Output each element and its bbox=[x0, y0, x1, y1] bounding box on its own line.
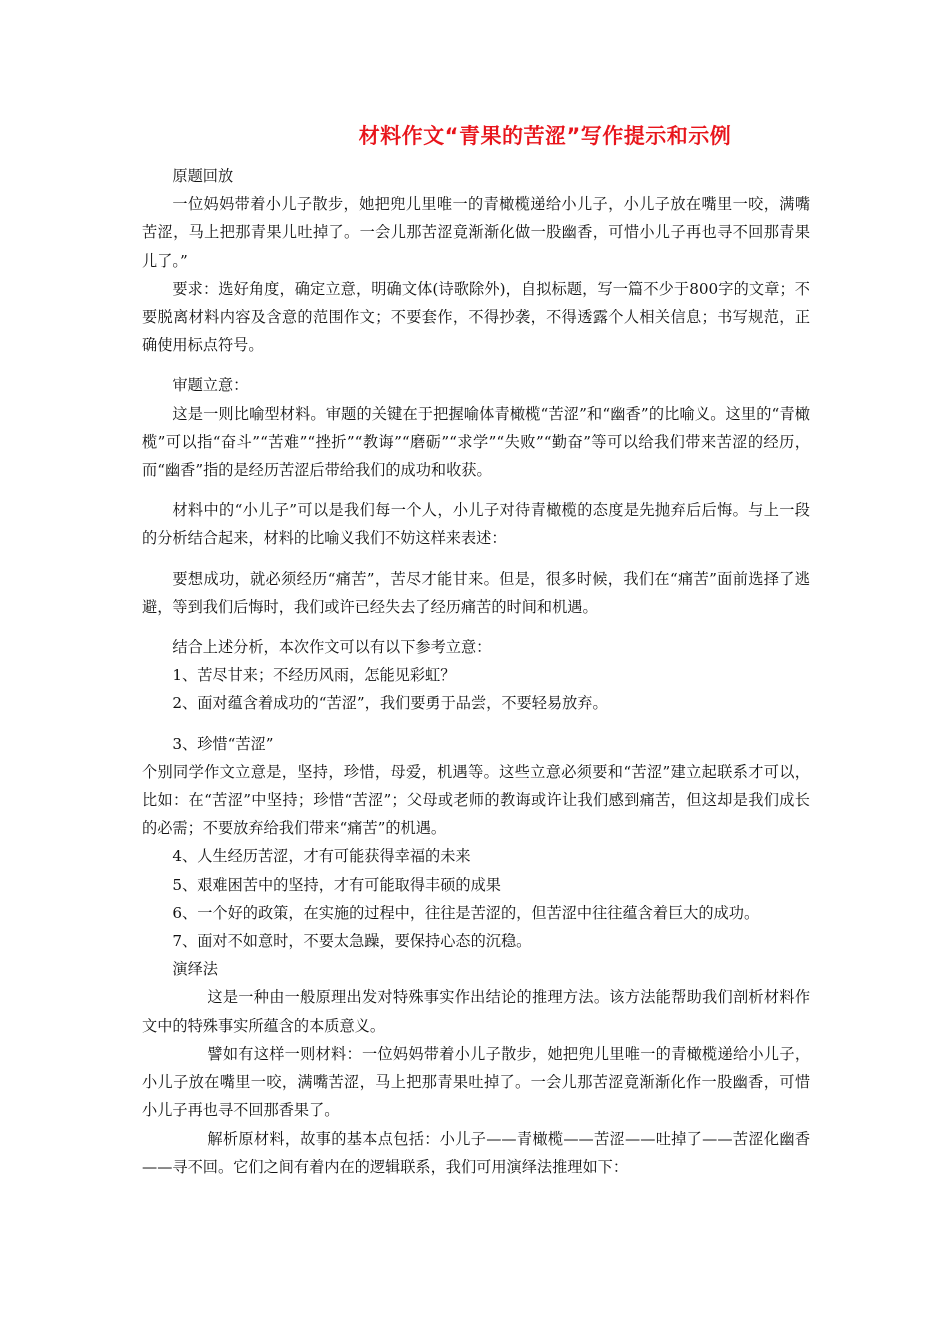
paragraph-deduction-example: 譬如有这样一则材料：一位妈妈带着小儿子散步，她把兜儿里唯一的青橄榄递给小儿子，小儿子放在嘴里一咬，满嘴苦涩，马上把那青果吐掉了。一会儿那苦涩竟渐渐化作一股幽香，可惜小儿子再也寻不回那香果了。 bbox=[142, 1044, 810, 1120]
paragraph-reference-intro: 结合上述分析，本次作文可以有以下参考立意： bbox=[172, 638, 492, 657]
list-item: 6、一个好的政策，在实施的过程中，往往是苦涩的，但苦涩中往往蕴含着巨大的成功。 bbox=[172, 903, 760, 922]
list-item: 4、人生经历苦涩，才有可能获得幸福的未来 bbox=[172, 847, 471, 866]
list-item: 1、苦尽甘来；不经历风雨，怎能见彩虹？ bbox=[172, 666, 456, 685]
paragraph-deduction-analysis: 解析原材料，故事的基本点包括：小儿子——青橄榄——苦涩——吐掉了——苦涩化幽香——寻不回。它们之间有着内在的逻辑联系，我们可用演绎法推理如下： bbox=[142, 1129, 810, 1176]
list-item: 2、面对蕴含着成功的“苦涩”，我们要勇于品尝，不要轻易放弃。 bbox=[172, 694, 608, 713]
paragraph-little-son: 材料中的“小儿子”可以是我们每一个人，小儿子对待青橄榄的态度是先抛弃后后悔。与上一段的分析结合起来，材料的比喻义我们不妨这样来表述： bbox=[142, 501, 810, 548]
list-item: 3、珍惜“苦涩” bbox=[172, 734, 274, 753]
paragraph-deduction-definition: 这是一种由一般原理出发对特殊事实作出结论的推理方法。该方法能帮助我们剖析材料作文中的特殊事实所蕴含的本质意义。 bbox=[142, 988, 810, 1035]
document-title: 材料作文“青果的苦涩”写作提示和示例 bbox=[358, 124, 732, 148]
paragraph-other-ideas: 个别同学作文立意是，坚持，珍惜，母爱，机遇等。这些立意必须要和“苦涩”建立起联系才可以，比如：在“苦涩”中坚持；珍惜“苦涩”；父母或老师的教诲或许让我们感到痛苦，但这却是我们成长的必需；不要放弃给我们带来“痛苦”的机遇。 bbox=[142, 762, 810, 838]
section-heading-deduction: 演绎法 bbox=[172, 960, 218, 979]
paragraph-metaphor: 这是一则比喻型材料。审题的关键在于把握喻体青橄榄“苦涩”和“幽香”的比喻义。这里的“青橄榄”可以指“奋斗”“苦难”“挫折”“教诲”“磨砺”“求学”“失败”“勤奋”等可以给我们带来苦涩的经历，而“幽香”指的是经历苦涩后带给我们的成功和收获。 bbox=[142, 404, 810, 480]
section-heading-analysis: 审题立意： bbox=[172, 376, 249, 395]
document-body bbox=[142, 162, 810, 1181]
list-item: 5、艰难困苦中的坚持，才有可能取得丰硕的成果 bbox=[172, 875, 501, 894]
paragraph-requirements: 要求：选好角度，确定立意，明确文体(诗歌除外)，自拟标题，写一篇不少于800字的文章；不要脱离材料内容及含意的范围作文；不要套作，不得抄袭，不得透露个人相关信息；书写规范，正确使用标点符号。 bbox=[142, 279, 810, 355]
paragraph-material: 一位妈妈带着小儿子散步，她把兜儿里唯一的青橄榄递给小儿子，小儿子放在嘴里一咬，满嘴苦涩，马上把那青果儿吐掉了。一会儿那苦涩竟渐渐化做一股幽香，可惜小儿子再也寻不回那青果儿了。” bbox=[142, 195, 810, 270]
paragraph-success: 要想成功，就必须经历“痛苦”，苦尽才能甘来。但是，很多时候，我们在“痛苦”面前选择了逃避，等到我们后悔时，我们或许已经失去了经历痛苦的时间和机遇。 bbox=[142, 569, 810, 616]
list-item: 7、面对不如意时，不要太急躁，要保持心态的沉稳。 bbox=[172, 932, 532, 951]
section-heading-original: 原题回放 bbox=[172, 167, 234, 185]
